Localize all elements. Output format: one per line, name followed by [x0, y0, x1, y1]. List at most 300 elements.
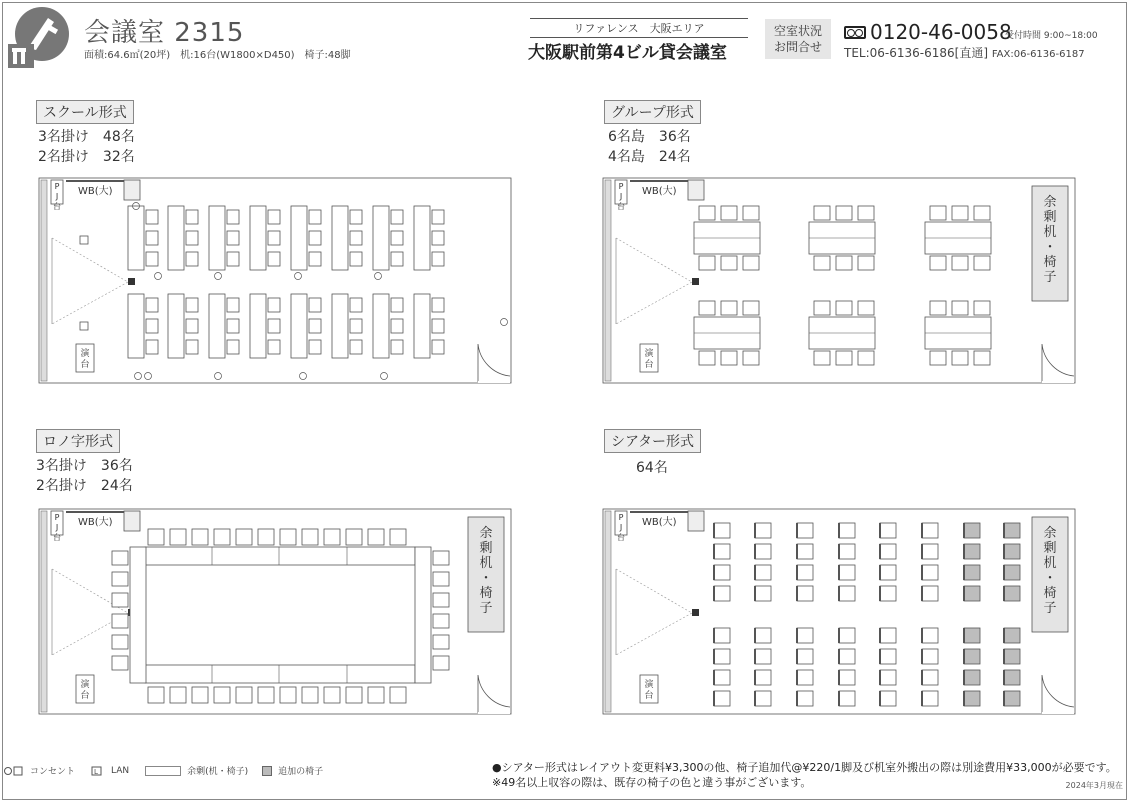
chair — [836, 206, 852, 220]
chair — [112, 551, 128, 565]
chair — [930, 351, 946, 365]
added-chair — [1004, 544, 1020, 559]
chair — [146, 231, 158, 245]
chair — [186, 319, 198, 333]
chair — [390, 529, 406, 545]
venue-name: 大阪駅前第4ビル貸会議室 — [528, 43, 727, 63]
chair — [880, 670, 896, 685]
added-chair — [964, 670, 980, 685]
area-subtitle: リファレンス 大阪エリア — [530, 18, 748, 38]
ushape-cap-2: 2名掛け 24名 — [36, 478, 133, 494]
added-chair — [1004, 586, 1020, 601]
podium-label: 演 — [644, 680, 654, 690]
chair — [839, 523, 855, 538]
pj-label: P — [618, 182, 624, 191]
legend — [4, 764, 323, 777]
chair — [324, 529, 340, 545]
desk — [332, 294, 348, 358]
pj-label: 台 — [617, 533, 625, 542]
chair — [721, 206, 737, 220]
school-capacity — [38, 127, 135, 167]
added-chair — [1004, 649, 1020, 664]
pj-label: P — [618, 513, 624, 522]
chair — [858, 351, 874, 365]
chair — [350, 210, 362, 224]
u-left-desks — [130, 547, 146, 683]
pj-label: J — [619, 192, 623, 201]
theater-floor-plan — [602, 507, 1078, 717]
added-chair — [964, 523, 980, 538]
chair — [433, 593, 449, 607]
pillar — [688, 180, 704, 200]
chair — [268, 252, 280, 266]
chair — [755, 670, 771, 685]
pj-label: J — [55, 192, 59, 201]
freedial-number: 0120-46-0058 — [870, 20, 1012, 44]
chair — [836, 301, 852, 315]
whiteboard-label: WB(大) — [78, 517, 113, 528]
whiteboard-label: WB(大) — [642, 517, 677, 528]
chair — [148, 687, 164, 703]
desk — [373, 206, 389, 270]
desk — [414, 294, 430, 358]
spare-label: 余 — [1043, 526, 1057, 541]
chair — [432, 252, 444, 266]
outlet-icon — [4, 766, 24, 776]
added-chair — [964, 649, 980, 664]
as-of-date: 2024年3月現在 — [1065, 781, 1123, 790]
desk — [414, 206, 430, 270]
desk — [332, 206, 348, 270]
tel-number: TEL:06-6136-6186[直通] — [844, 46, 989, 60]
chair — [699, 351, 715, 365]
added-chair — [964, 691, 980, 706]
desk — [209, 294, 225, 358]
chair — [755, 544, 771, 559]
chair — [112, 614, 128, 628]
chair — [880, 649, 896, 664]
school-cap-2: 2名掛け 32名 — [38, 149, 135, 165]
spare-label: 子 — [479, 601, 493, 616]
spare-label: 椅 — [1043, 255, 1057, 270]
chair — [880, 628, 896, 643]
chair — [922, 691, 938, 706]
podium-label: 台 — [644, 691, 654, 701]
group-cap-4: 4名島 24名 — [608, 149, 691, 165]
chair — [214, 687, 230, 703]
podium-label: 台 — [80, 691, 90, 701]
chair — [839, 586, 855, 601]
chair — [839, 628, 855, 643]
chair — [839, 649, 855, 664]
added-chair — [964, 628, 980, 643]
chair — [952, 206, 968, 220]
ushape-floor-plan — [38, 507, 514, 717]
chair — [350, 298, 362, 312]
chair — [755, 523, 771, 538]
legend-outlet: コンセント — [30, 767, 76, 777]
chair — [112, 656, 128, 670]
chair — [858, 256, 874, 270]
chair — [186, 298, 198, 312]
added-chair — [1004, 628, 1020, 643]
chair — [391, 319, 403, 333]
chair — [433, 551, 449, 565]
chair — [268, 319, 280, 333]
pj-label: 台 — [617, 202, 625, 211]
freedial-icon — [844, 26, 866, 39]
chair — [368, 529, 384, 545]
chair — [714, 691, 730, 706]
podium-label: 演 — [80, 349, 90, 359]
chair — [227, 298, 239, 312]
spare-label: ・ — [479, 571, 493, 586]
chair — [350, 319, 362, 333]
chair — [214, 529, 230, 545]
spare-label: ・ — [1043, 571, 1057, 586]
school-label: スクール形式 — [36, 100, 134, 124]
chair — [839, 670, 855, 685]
availability-label: 空室状況 — [773, 24, 822, 38]
whiteboard-label: WB(大) — [78, 186, 113, 197]
chair — [350, 231, 362, 245]
screen-wall — [41, 511, 47, 712]
chair — [755, 565, 771, 580]
chair — [974, 351, 990, 365]
chair — [391, 231, 403, 245]
chair — [922, 628, 938, 643]
added-chair — [1004, 565, 1020, 580]
pillar — [124, 180, 140, 200]
chair — [743, 301, 759, 315]
group-label: グループ形式 — [604, 100, 701, 124]
chair — [858, 301, 874, 315]
chair — [797, 691, 813, 706]
added-chair — [964, 586, 980, 601]
spare-label: 椅 — [479, 586, 493, 601]
legend-lan: LAN — [111, 765, 130, 776]
freedial — [844, 20, 1012, 44]
chair — [714, 649, 730, 664]
chair — [432, 231, 444, 245]
chair — [930, 301, 946, 315]
spare-label: ・ — [1043, 240, 1057, 255]
chair — [350, 340, 362, 354]
school-floor-plan — [38, 176, 514, 386]
desk — [209, 206, 225, 270]
chair — [280, 529, 296, 545]
spare-label: 剰 — [1043, 210, 1057, 225]
chair — [170, 529, 186, 545]
chair — [952, 301, 968, 315]
theater-label: シアター形式 — [604, 429, 701, 453]
chair — [797, 649, 813, 664]
podium-label: 演 — [80, 680, 90, 690]
u-bottom-desks — [145, 665, 415, 683]
chair — [227, 252, 239, 266]
chair — [714, 544, 730, 559]
desk — [128, 206, 144, 270]
added-chair — [1004, 523, 1020, 538]
chair — [922, 649, 938, 664]
spare-label: 剰 — [1043, 541, 1057, 556]
chair — [148, 529, 164, 545]
pj-label: 台 — [53, 533, 61, 542]
chair — [112, 572, 128, 586]
spare-label: 机 — [1043, 225, 1057, 240]
chair — [227, 231, 239, 245]
chair — [258, 687, 274, 703]
pillar — [124, 511, 140, 531]
reception-hours: 受付時間 9:00~18:00 — [1005, 31, 1098, 41]
chair — [186, 231, 198, 245]
chair — [258, 529, 274, 545]
desk — [373, 294, 389, 358]
chair — [880, 691, 896, 706]
chair — [880, 586, 896, 601]
legend-added: 追加の椅子 — [278, 767, 324, 777]
chair — [433, 572, 449, 586]
logo-icon — [4, 4, 74, 70]
chair — [721, 351, 737, 365]
chair — [699, 301, 715, 315]
chair — [192, 529, 208, 545]
chair — [236, 687, 252, 703]
chair — [280, 687, 296, 703]
spare-label: 椅 — [1043, 586, 1057, 601]
chair — [112, 593, 128, 607]
chair — [146, 340, 158, 354]
chair — [880, 544, 896, 559]
pj-label: P — [54, 513, 60, 522]
whiteboard-label: WB(大) — [642, 186, 677, 197]
legend-spare: 余剰(机・椅子) — [187, 767, 249, 777]
spare-swatch — [145, 766, 181, 776]
chair — [146, 319, 158, 333]
ushape-capacity — [36, 456, 133, 496]
chair — [930, 256, 946, 270]
chair — [755, 628, 771, 643]
chair — [743, 206, 759, 220]
chair — [880, 565, 896, 580]
chair — [814, 351, 830, 365]
availability-inquiry — [765, 19, 831, 59]
chair — [432, 298, 444, 312]
chair — [186, 340, 198, 354]
chair — [346, 687, 362, 703]
chair — [755, 586, 771, 601]
desk — [250, 294, 266, 358]
spare-label: 剰 — [479, 541, 493, 556]
desk — [291, 294, 307, 358]
chair — [390, 687, 406, 703]
chair — [170, 687, 186, 703]
u-right-desks — [415, 547, 431, 683]
chair — [797, 670, 813, 685]
chair — [714, 670, 730, 685]
desk — [168, 294, 184, 358]
chair — [432, 340, 444, 354]
chair — [814, 206, 830, 220]
added-chair — [1004, 670, 1020, 685]
chair — [186, 252, 198, 266]
chair — [814, 256, 830, 270]
chair — [391, 252, 403, 266]
chair — [391, 298, 403, 312]
lan-port-icon — [80, 322, 88, 330]
group-capacity — [608, 127, 691, 167]
spare-label: 机 — [479, 556, 493, 571]
chair — [302, 529, 318, 545]
chair — [839, 544, 855, 559]
chair — [227, 340, 239, 354]
podium-label: 台 — [644, 360, 654, 370]
chair — [433, 656, 449, 670]
pj-label: 台 — [53, 202, 61, 211]
projector — [692, 609, 699, 616]
chair — [952, 256, 968, 270]
added-chair — [1004, 691, 1020, 706]
screen-wall — [605, 180, 611, 381]
chair — [797, 544, 813, 559]
projector — [128, 278, 135, 285]
chair — [797, 523, 813, 538]
chair — [186, 210, 198, 224]
chair — [433, 614, 449, 628]
tel-fax — [844, 44, 1085, 61]
lan-icon — [91, 766, 105, 776]
chair — [714, 565, 730, 580]
chair — [974, 206, 990, 220]
room-spec: 面積:64.6㎡(20坪) 机:16台(W1800×D450) 椅子:48脚 — [84, 50, 351, 61]
spare-label: 机 — [1043, 556, 1057, 571]
chair — [699, 206, 715, 220]
chair — [714, 628, 730, 643]
chair — [797, 628, 813, 643]
added-chair-swatch — [262, 766, 272, 776]
group-cap-6: 6名島 36名 — [608, 129, 691, 145]
svg-text:L: L — [94, 767, 98, 776]
chair — [922, 523, 938, 538]
chair — [236, 529, 252, 545]
chair — [974, 256, 990, 270]
chair — [227, 319, 239, 333]
chair — [721, 256, 737, 270]
chair — [974, 301, 990, 315]
chair — [433, 635, 449, 649]
ushape-label: ロノ字形式 — [36, 429, 120, 453]
chair — [755, 691, 771, 706]
chair — [836, 351, 852, 365]
chair — [755, 649, 771, 664]
added-chair — [964, 565, 980, 580]
desk — [168, 206, 184, 270]
chair — [432, 319, 444, 333]
chair — [952, 351, 968, 365]
spare-label: 余 — [1043, 195, 1057, 210]
chair — [391, 210, 403, 224]
chair — [743, 351, 759, 365]
chair — [309, 319, 321, 333]
spare-label: 子 — [1043, 601, 1057, 616]
chair — [350, 252, 362, 266]
chair — [268, 210, 280, 224]
chair — [721, 301, 737, 315]
chair — [309, 340, 321, 354]
chair — [302, 687, 318, 703]
chair — [743, 256, 759, 270]
chair — [922, 670, 938, 685]
chair — [227, 210, 239, 224]
chair — [146, 298, 158, 312]
chair — [922, 544, 938, 559]
spare-label: 子 — [1043, 270, 1057, 285]
chair — [814, 301, 830, 315]
screen-wall — [605, 511, 611, 712]
podium-label: 台 — [80, 360, 90, 370]
desk — [128, 294, 144, 358]
chair — [714, 523, 730, 538]
chair — [309, 231, 321, 245]
chair — [922, 565, 938, 580]
spare-label: 余 — [479, 526, 493, 541]
note-line-2: ※49名以上収容の際は、既存の椅子の色と違う事がございます。 — [492, 776, 812, 789]
chair — [839, 565, 855, 580]
ushape-cap-3: 3名掛け 36名 — [36, 458, 133, 474]
inquiry-label: お問合せ — [773, 40, 822, 54]
fax-number: FAX:06-6136-6187 — [991, 49, 1085, 60]
chair — [146, 252, 158, 266]
pj-label: J — [55, 523, 59, 532]
chair — [797, 565, 813, 580]
lan-port-icon — [80, 236, 88, 244]
chair — [797, 586, 813, 601]
chair — [922, 586, 938, 601]
school-cap-3: 3名掛け 48名 — [38, 129, 135, 145]
chair — [309, 210, 321, 224]
podium-label: 演 — [644, 349, 654, 359]
notes — [492, 760, 1117, 790]
pj-label: J — [619, 523, 623, 532]
chair — [839, 691, 855, 706]
u-top-desks — [145, 547, 415, 565]
chair — [192, 687, 208, 703]
chair — [346, 529, 362, 545]
chair — [836, 256, 852, 270]
pj-label: P — [54, 182, 60, 191]
theater-capacity: 64名 — [636, 460, 668, 476]
desk — [250, 206, 266, 270]
note-line-1: ●シアター形式はレイアウト変更料¥3,300の他、椅子追加代@¥220/1脚及び机室外搬出の際は別途費用¥33,000が必要です。 — [492, 761, 1117, 774]
desk — [291, 206, 307, 270]
chair — [368, 687, 384, 703]
chair — [309, 298, 321, 312]
pillar — [688, 511, 704, 531]
chair — [324, 687, 340, 703]
group-floor-plan — [602, 176, 1078, 386]
chair — [268, 298, 280, 312]
room-title: 会議室 2315 — [84, 18, 245, 48]
chair — [268, 340, 280, 354]
screen-wall — [41, 180, 47, 381]
added-chair — [964, 544, 980, 559]
chair — [880, 523, 896, 538]
chair — [146, 210, 158, 224]
chair — [432, 210, 444, 224]
projector — [692, 278, 699, 285]
chair — [858, 206, 874, 220]
chair — [391, 340, 403, 354]
